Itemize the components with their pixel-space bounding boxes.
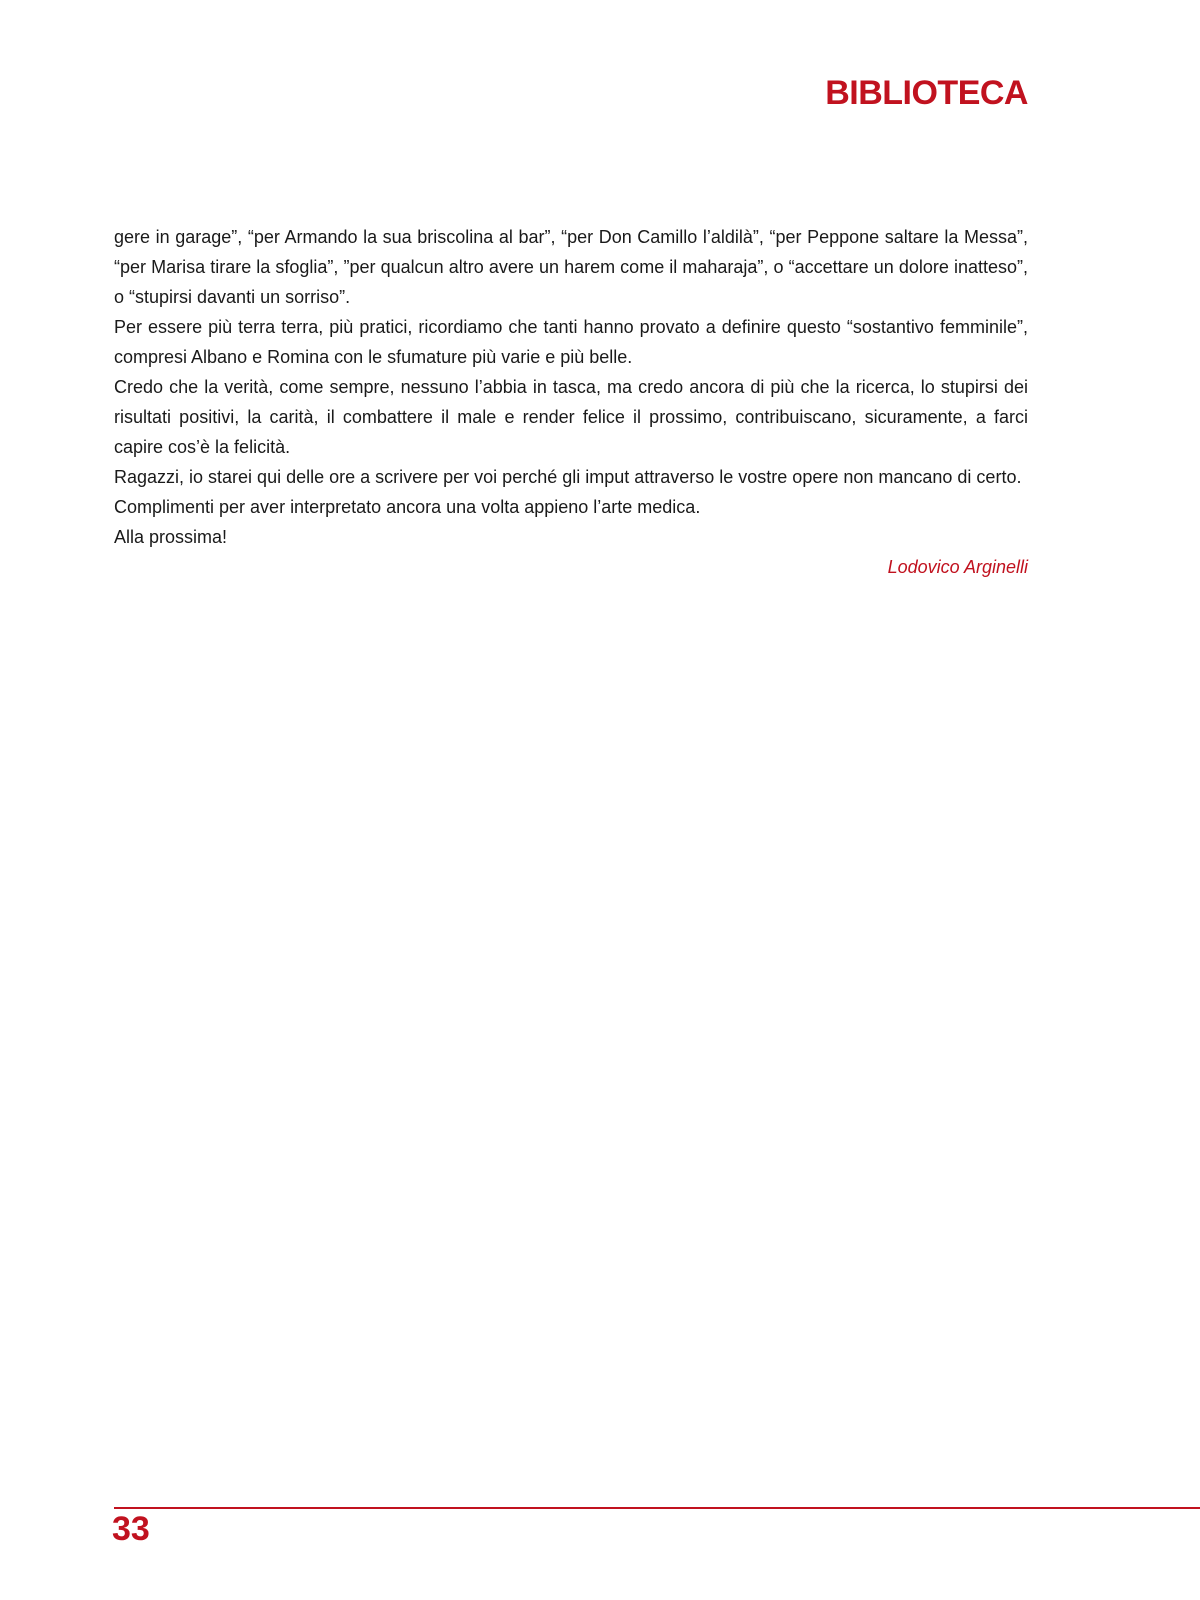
paragraph: Alla prossima! (114, 527, 228, 547)
footer-divider (114, 1507, 1200, 1509)
section-title: BIBLIOTECA (825, 74, 1028, 112)
article-body (114, 222, 1028, 582)
page-number: 33 (112, 1510, 150, 1548)
paragraph: Per essere più terra terra, più pratici, ricordiamo che tanti hanno provato a definire questo “sostantivo femminile”, compresi Albano e Romina con le sfumature più varie e più belle. (114, 317, 1028, 367)
paragraph: Ragazzi, io starei qui delle ore a scrivere per voi perché gli imput attraverso le vostre opere non mancano di certo. (114, 467, 1022, 487)
author-signature: Lodovico Arginelli (887, 557, 1028, 577)
paragraph: Complimenti per aver interpretato ancora una volta appieno l’arte medica. (114, 497, 701, 517)
paragraph: gere in garage”, “per Armando la sua briscolina al bar”, “per Don Camillo l’aldilà”, “per Peppone saltare la Messa”, “per Marisa tirare la sfoglia”, ”per qualcun altro avere un harem come il maharaja”, o “accettare un dolore inatteso”, o “stupirsi davanti un sorriso”. (114, 227, 1028, 307)
paragraph: Credo che la verità, come sempre, nessuno l’abbia in tasca, ma credo ancora di più che la ricerca, lo stupirsi dei risultati positivi, la carità, il combattere il male e render felice il prossimo, contribuiscano, sicuramente, a farci capire cos’è la felicità. (114, 377, 1028, 457)
